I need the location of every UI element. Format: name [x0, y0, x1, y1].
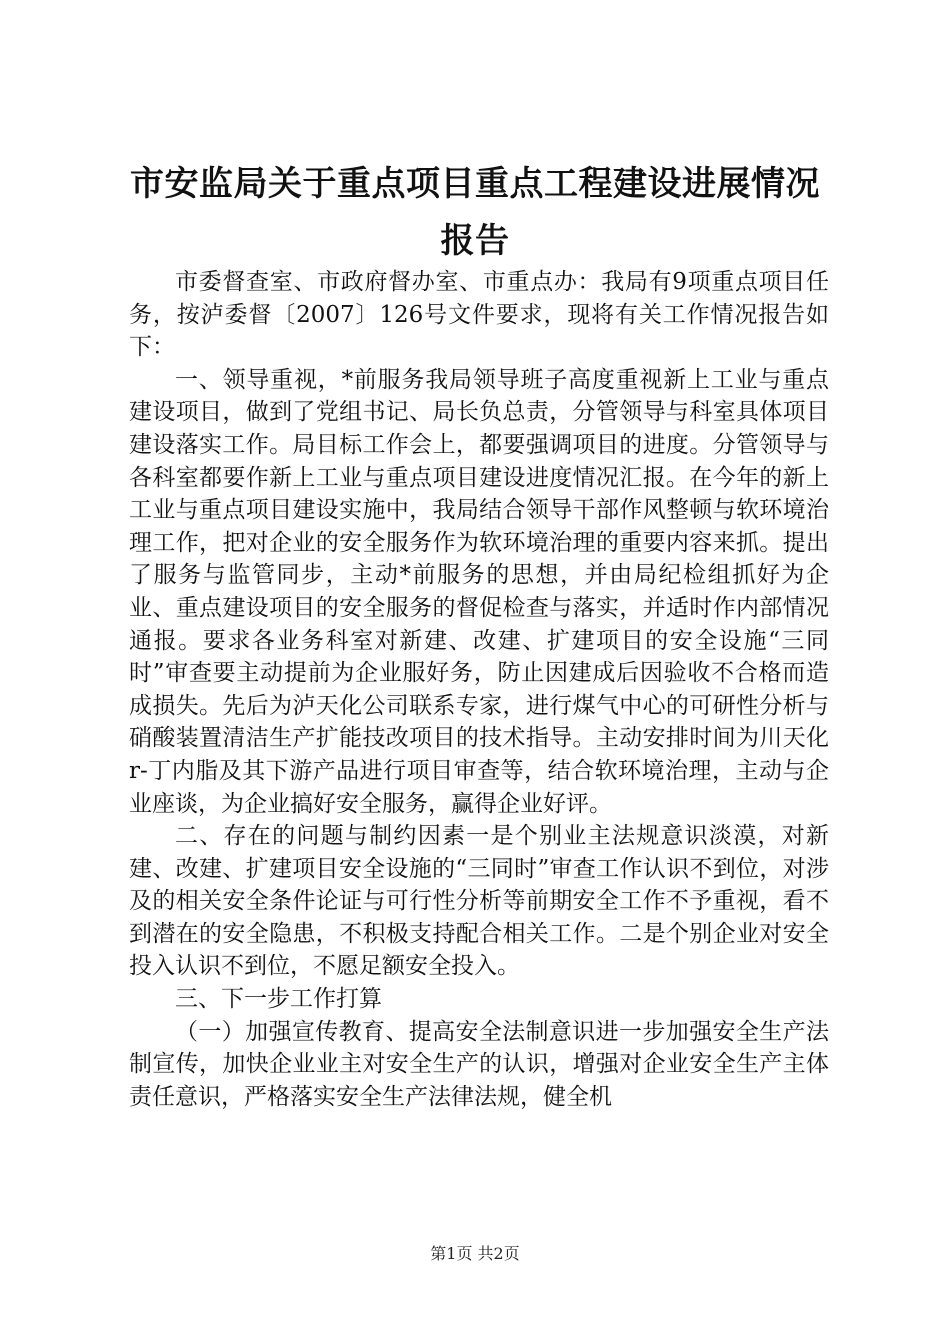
paragraph-section-three-heading: 三、下一步工作打算 — [175, 986, 382, 1013]
paragraph-intro: 市委督查室、市政府督办室、市重点办：我局有9项重点项目任务，按泸委督〔2007〕126号文件要求，现将有关工作情况报告如下： — [129, 269, 829, 361]
document-body — [129, 266, 829, 1113]
page-number-footer: 第1页 共2页 — [430, 1244, 520, 1263]
paragraph-section-one: 一、领导重视，*前服务我局领导班子高度重视新上工业与重点建设项目，做到了党组书记、局长负总责，分管领导与科室具体项目建设落实工作。局目标工作会上，都要强调项目的进度。分管领导与各科室都要作新上工业与重点项目建设进度情况汇报。在今年的新上工业与重点项目建设实施中，我局结合领导干部作风整顿与软环境治理工作，把对企业的安全服务作为软环境治理的重要内容来抓。提出了服务与监管同步，主动*前服务的思想，并由局纪检组抓好为企业、重点建设项目的安全服务的督促检查与落实，并适时作内部情况通报。要求各业务科室对新建、改建、扩建项目的安全设施“三同时”审查要主动提前为企业服好务，防止因建成后因验收不合格而造成损失。先后为泸天化公司联系专家，进行煤气中心的可研性分析与硝酸装置清洁生产扩能技改项目的技术指导。主动安排时间为川天化r-丁内脂及其下游产品进行项目审查等，结合软环境治理，主动与企业座谈，为企业搞好安全服务，赢得企业好评。 — [129, 366, 829, 817]
paragraph-section-two: 二、存在的问题与制约因素一是个别业主法规意识淡漠，对新建、改建、扩建项目安全设施的“三同时”审查工作认识不到位，对涉及的相关安全条件论证与可行性分析等前期安全工作不予重视，看不到潜在的安全隐患，不积极支持配合相关工作。二是个别企业对安全投入认识不到位，不愿足额安全投入。 — [129, 823, 829, 980]
paragraph-subsection-one: （一）加强宣传教育、提高安全法制意识进一步加强安全生产法制宣传，加快企业业主对安全生产的认识，增强对企业安全生产主体责任意识，严格落实安全生产法律法规，健全机 — [129, 1018, 829, 1110]
document-title: 市安监局关于重点项目重点工程建设进展情况报告 — [130, 164, 820, 261]
